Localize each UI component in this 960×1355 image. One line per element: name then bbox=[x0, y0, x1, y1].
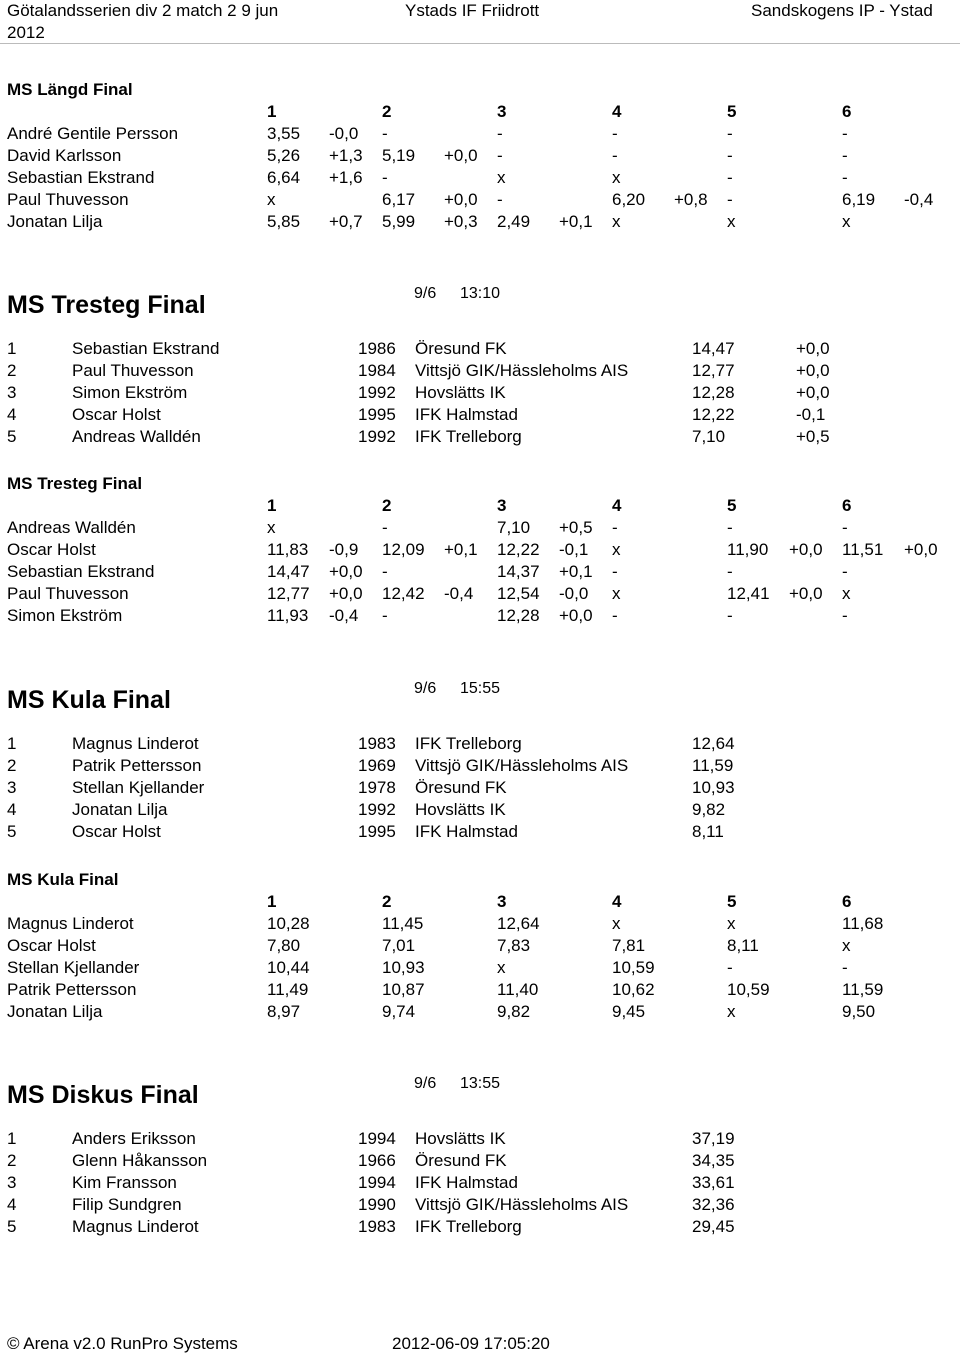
attempt-result: 6,19 bbox=[842, 190, 876, 209]
result-place: 1 bbox=[7, 1129, 17, 1148]
attempt-result: 6,20 bbox=[612, 190, 646, 209]
attempt-result: 10,87 bbox=[382, 980, 425, 999]
event-time: 13:55 bbox=[460, 1075, 501, 1092]
attempt-result: - bbox=[382, 124, 388, 143]
round-header: 1 bbox=[267, 892, 277, 911]
attempt-result: - bbox=[842, 168, 848, 187]
result-mark: 9,82 bbox=[692, 800, 726, 819]
attempt-result: - bbox=[842, 958, 848, 977]
attempt-result: 12,54 bbox=[497, 584, 540, 603]
result-mark: 8,11 bbox=[692, 822, 724, 841]
attempt-result: - bbox=[382, 168, 388, 187]
series-athlete-name: Stellan Kjellander bbox=[7, 958, 140, 977]
result-birth-year: 1992 bbox=[358, 427, 396, 446]
attempt-wind: -0,1 bbox=[559, 540, 589, 559]
result-club: Öresund FK bbox=[415, 778, 507, 797]
result-wind: +0,0 bbox=[796, 361, 830, 380]
event-title: MS Kula Final bbox=[7, 686, 171, 714]
attempt-result: 5,19 bbox=[382, 146, 416, 165]
result-club: Vittsjö GIK/Hässleholms AIS bbox=[415, 361, 629, 380]
result-athlete-name: Andreas Walldén bbox=[72, 427, 201, 446]
round-header: 6 bbox=[842, 496, 852, 515]
attempt-result: - bbox=[612, 124, 618, 143]
result-athlete-name: Sebastian Ekstrand bbox=[72, 339, 220, 358]
attempt-result: 14,37 bbox=[497, 562, 540, 581]
result-club: Vittsjö GIK/Hässleholms AIS bbox=[415, 756, 629, 775]
series-title: MS Tresteg Final bbox=[7, 474, 143, 493]
attempt-result: - bbox=[612, 606, 618, 625]
series-athlete-name: Andreas Walldén bbox=[7, 518, 136, 537]
attempt-result: - bbox=[382, 518, 388, 537]
attempt-result: - bbox=[612, 518, 618, 537]
attempt-wind: +0,7 bbox=[329, 212, 363, 231]
result-club: IFK Halmstad bbox=[415, 405, 518, 424]
result-athlete-name: Oscar Holst bbox=[72, 405, 161, 424]
attempt-result: 12,77 bbox=[267, 584, 310, 603]
result-athlete-name: Magnus Linderot bbox=[72, 1217, 199, 1236]
attempt-result: 7,83 bbox=[497, 936, 531, 955]
attempt-result: 9,50 bbox=[842, 1002, 876, 1021]
attempt-result: 7,80 bbox=[267, 936, 301, 955]
result-mark: 12,22 bbox=[692, 405, 735, 424]
result-place: 3 bbox=[7, 383, 17, 402]
attempt-result: - bbox=[497, 124, 503, 143]
result-birth-year: 1984 bbox=[358, 361, 396, 380]
attempt-result: 12,09 bbox=[382, 540, 425, 559]
footer-timestamp: 2012-06-09 17:05:20 bbox=[392, 1334, 550, 1353]
attempt-result: x bbox=[497, 958, 506, 977]
attempt-result: 11,90 bbox=[727, 540, 769, 559]
result-place: 2 bbox=[7, 756, 17, 775]
series-athlete-name: Jonatan Lilja bbox=[7, 212, 103, 231]
round-header: 6 bbox=[842, 102, 852, 121]
result-club: Öresund FK bbox=[415, 1151, 507, 1170]
round-header: 2 bbox=[382, 496, 392, 515]
result-club: Hovslätts IK bbox=[415, 1129, 506, 1148]
attempt-result: 8,11 bbox=[727, 936, 759, 955]
attempt-result: 11,68 bbox=[842, 914, 884, 933]
attempt-result: - bbox=[842, 518, 848, 537]
attempt-result: 10,59 bbox=[727, 980, 770, 999]
result-club: IFK Trelleborg bbox=[415, 1217, 522, 1236]
series-athlete-name: Jonatan Lilja bbox=[7, 1002, 103, 1021]
attempt-result: 7,01 bbox=[382, 936, 416, 955]
attempt-wind: +1,6 bbox=[329, 168, 363, 187]
result-mark: 10,93 bbox=[692, 778, 735, 797]
attempt-wind: +0,0 bbox=[559, 606, 593, 625]
attempt-result: x bbox=[842, 936, 851, 955]
attempt-wind: +0,0 bbox=[904, 540, 938, 559]
attempt-result: - bbox=[842, 124, 848, 143]
result-birth-year: 1992 bbox=[358, 800, 396, 819]
event-date: 9/6 bbox=[414, 680, 437, 697]
round-header: 2 bbox=[382, 102, 392, 121]
attempt-result: 5,26 bbox=[267, 146, 301, 165]
attempt-result: x bbox=[612, 540, 621, 559]
event-title: MS Diskus Final bbox=[7, 1081, 199, 1109]
attempt-result: 11,49 bbox=[267, 980, 309, 999]
attempt-result: - bbox=[382, 562, 388, 581]
result-club: IFK Halmstad bbox=[415, 822, 518, 841]
round-header: 4 bbox=[612, 102, 622, 121]
result-mark: 37,19 bbox=[692, 1129, 735, 1148]
attempt-result: 11,59 bbox=[842, 980, 884, 999]
attempt-result: 14,47 bbox=[267, 562, 310, 581]
result-mark: 29,45 bbox=[692, 1217, 735, 1236]
round-header: 4 bbox=[612, 892, 622, 911]
attempt-result: x bbox=[612, 584, 621, 603]
attempt-result: 10,28 bbox=[267, 914, 310, 933]
round-header: 3 bbox=[497, 892, 507, 911]
series-athlete-name: Sebastian Ekstrand bbox=[7, 562, 155, 581]
attempt-result: - bbox=[727, 562, 733, 581]
attempt-wind: +0,1 bbox=[559, 212, 593, 231]
attempt-result: 6,64 bbox=[267, 168, 301, 187]
organizer: Ystads IF Friidrott bbox=[405, 1, 540, 20]
attempt-result: 11,93 bbox=[267, 606, 309, 625]
attempt-result: x bbox=[267, 518, 276, 537]
round-header: 1 bbox=[267, 102, 277, 121]
attempt-result: 12,41 bbox=[727, 584, 770, 603]
result-mark: 34,35 bbox=[692, 1151, 735, 1170]
result-birth-year: 1983 bbox=[358, 734, 396, 753]
round-header: 5 bbox=[727, 892, 737, 911]
round-header: 4 bbox=[612, 496, 622, 515]
result-birth-year: 1994 bbox=[358, 1129, 396, 1148]
attempt-wind: +0,0 bbox=[789, 584, 823, 603]
result-club: IFK Halmstad bbox=[415, 1173, 518, 1192]
result-club: IFK Trelleborg bbox=[415, 427, 522, 446]
attempt-result: 7,10 bbox=[497, 518, 531, 537]
result-athlete-name: Magnus Linderot bbox=[72, 734, 199, 753]
attempt-result: 2,49 bbox=[497, 212, 531, 231]
attempt-result: x bbox=[727, 914, 736, 933]
series-title: MS Kula Final bbox=[7, 870, 119, 889]
result-birth-year: 1966 bbox=[358, 1151, 396, 1170]
attempt-result: - bbox=[612, 562, 618, 581]
attempt-result: x bbox=[727, 212, 736, 231]
attempt-result: 9,82 bbox=[497, 1002, 531, 1021]
series-athlete-name: André Gentile Persson bbox=[7, 124, 179, 143]
result-place: 5 bbox=[7, 427, 17, 446]
result-club: Hovslätts IK bbox=[415, 800, 506, 819]
attempt-result: 11,51 bbox=[842, 540, 884, 559]
attempt-wind: +1,3 bbox=[329, 146, 363, 165]
series-athlete-name: Paul Thuvesson bbox=[7, 584, 129, 603]
attempt-wind: +0,8 bbox=[674, 190, 708, 209]
result-club: Vittsjö GIK/Hässleholms AIS bbox=[415, 1195, 629, 1214]
series-athlete-name: Sebastian Ekstrand bbox=[7, 168, 155, 187]
result-place: 5 bbox=[7, 1217, 17, 1236]
attempt-wind: -0,4 bbox=[904, 190, 934, 209]
attempt-result: 11,45 bbox=[382, 914, 424, 933]
attempt-result: 10,93 bbox=[382, 958, 425, 977]
round-header: 3 bbox=[497, 496, 507, 515]
result-mark: 12,28 bbox=[692, 383, 735, 402]
attempt-result: - bbox=[727, 146, 733, 165]
result-wind: +0,0 bbox=[796, 339, 830, 358]
attempt-result: 8,97 bbox=[267, 1002, 301, 1021]
round-header: 1 bbox=[267, 496, 277, 515]
result-place: 4 bbox=[7, 1195, 17, 1214]
series-athlete-name: Oscar Holst bbox=[7, 540, 96, 559]
result-birth-year: 1983 bbox=[358, 1217, 396, 1236]
result-athlete-name: Kim Fransson bbox=[72, 1173, 177, 1192]
attempt-result: 10,44 bbox=[267, 958, 310, 977]
attempt-wind: +0,3 bbox=[444, 212, 478, 231]
attempt-result: 9,45 bbox=[612, 1002, 646, 1021]
attempt-result: - bbox=[842, 562, 848, 581]
result-athlete-name: Oscar Holst bbox=[72, 822, 161, 841]
attempt-result: x bbox=[612, 168, 621, 187]
attempt-wind: +0,0 bbox=[789, 540, 823, 559]
footer-copyright: © Arena v2.0 RunPro Systems bbox=[7, 1334, 238, 1353]
attempt-wind: +0,5 bbox=[559, 518, 593, 537]
event-time: 15:55 bbox=[460, 680, 501, 697]
round-header: 6 bbox=[842, 892, 852, 911]
attempt-result: 11,40 bbox=[497, 980, 539, 999]
attempt-result: 10,62 bbox=[612, 980, 655, 999]
result-wind: +0,0 bbox=[796, 383, 830, 402]
event-date: 9/6 bbox=[414, 1075, 437, 1092]
attempt-result: x bbox=[612, 212, 621, 231]
result-athlete-name: Simon Ekström bbox=[72, 383, 188, 402]
result-athlete-name: Jonatan Lilja bbox=[72, 800, 168, 819]
attempt-result: 7,81 bbox=[612, 936, 646, 955]
round-header: 3 bbox=[497, 102, 507, 121]
result-athlete-name: Filip Sundgren bbox=[72, 1195, 182, 1214]
result-place: 1 bbox=[7, 734, 17, 753]
result-mark: 7,10 bbox=[692, 427, 726, 446]
attempt-wind: -0,0 bbox=[329, 124, 359, 143]
result-club: Öresund FK bbox=[415, 339, 507, 358]
result-place: 1 bbox=[7, 339, 17, 358]
attempt-result: - bbox=[842, 146, 848, 165]
attempt-result: 9,74 bbox=[382, 1002, 416, 1021]
series-athlete-name: Magnus Linderot bbox=[7, 914, 134, 933]
result-birth-year: 1986 bbox=[358, 339, 396, 358]
round-header: 5 bbox=[727, 496, 737, 515]
result-athlete-name: Glenn Håkansson bbox=[72, 1151, 208, 1170]
attempt-wind: -0,0 bbox=[559, 584, 589, 603]
result-club: IFK Trelleborg bbox=[415, 734, 522, 753]
result-mark: 33,61 bbox=[692, 1173, 735, 1192]
attempt-result: - bbox=[842, 606, 848, 625]
event-date: 9/6 bbox=[414, 285, 437, 302]
event-year: 2012 bbox=[7, 23, 45, 42]
attempt-result: 12,42 bbox=[382, 584, 425, 603]
event-title: MS Tresteg Final bbox=[7, 291, 206, 319]
attempt-result: x bbox=[267, 190, 276, 209]
result-place: 5 bbox=[7, 822, 17, 841]
attempt-result: 6,17 bbox=[382, 190, 416, 209]
attempt-wind: +0,0 bbox=[329, 584, 363, 603]
attempt-result: x bbox=[497, 168, 506, 187]
result-place: 3 bbox=[7, 778, 17, 797]
result-place: 2 bbox=[7, 1151, 17, 1170]
attempt-result: x bbox=[612, 914, 621, 933]
attempt-wind: +0,0 bbox=[444, 190, 478, 209]
result-birth-year: 1995 bbox=[358, 822, 396, 841]
round-header: 5 bbox=[727, 102, 737, 121]
attempt-result: - bbox=[727, 606, 733, 625]
result-place: 4 bbox=[7, 800, 17, 819]
result-athlete-name: Anders Eriksson bbox=[72, 1129, 196, 1148]
result-mark: 12,64 bbox=[692, 734, 735, 753]
event-time: 13:10 bbox=[460, 285, 501, 302]
attempt-wind: -0,9 bbox=[329, 540, 359, 559]
result-birth-year: 1969 bbox=[358, 756, 396, 775]
result-place: 4 bbox=[7, 405, 17, 424]
attempt-result: - bbox=[727, 958, 733, 977]
result-birth-year: 1978 bbox=[358, 778, 396, 797]
attempt-wind: -0,4 bbox=[444, 584, 474, 603]
event-title: Götalandsserien div 2 match 2 9 jun bbox=[7, 1, 279, 20]
series-athlete-name: David Karlsson bbox=[7, 146, 122, 165]
attempt-result: x bbox=[842, 584, 851, 603]
attempt-result: - bbox=[612, 146, 618, 165]
attempt-wind: +0,1 bbox=[444, 540, 478, 559]
attempt-wind: +0,1 bbox=[559, 562, 593, 581]
result-mark: 12,77 bbox=[692, 361, 735, 380]
result-place: 2 bbox=[7, 361, 17, 380]
attempt-wind: +0,0 bbox=[329, 562, 363, 581]
result-birth-year: 1995 bbox=[358, 405, 396, 424]
result-athlete-name: Paul Thuvesson bbox=[72, 361, 194, 380]
attempt-wind: +0,0 bbox=[444, 146, 478, 165]
series-athlete-name: Simon Ekström bbox=[7, 606, 123, 625]
result-mark: 32,36 bbox=[692, 1195, 735, 1214]
attempt-result: - bbox=[497, 146, 503, 165]
result-mark: 14,47 bbox=[692, 339, 735, 358]
result-club: Hovslätts IK bbox=[415, 383, 506, 402]
attempt-result: - bbox=[727, 518, 733, 537]
result-mark: 11,59 bbox=[692, 756, 734, 775]
attempt-result: 5,99 bbox=[382, 212, 416, 231]
venue: Sandskogens IP - Ystad bbox=[751, 1, 933, 20]
result-place: 3 bbox=[7, 1173, 17, 1192]
attempt-result: - bbox=[382, 606, 388, 625]
series-athlete-name: Oscar Holst bbox=[7, 936, 96, 955]
result-birth-year: 1990 bbox=[358, 1195, 396, 1214]
result-wind: -0,1 bbox=[796, 405, 826, 424]
attempt-result: 11,83 bbox=[267, 540, 309, 559]
round-header: 2 bbox=[382, 892, 392, 911]
header-divider bbox=[0, 43, 960, 44]
attempt-result: - bbox=[727, 168, 733, 187]
attempt-result: x bbox=[842, 212, 851, 231]
attempt-result: - bbox=[727, 190, 733, 209]
attempt-result: x bbox=[727, 1002, 736, 1021]
series-athlete-name: Paul Thuvesson bbox=[7, 190, 129, 209]
attempt-result: 10,59 bbox=[612, 958, 655, 977]
attempt-result: - bbox=[727, 124, 733, 143]
attempt-result: 5,85 bbox=[267, 212, 301, 231]
series-athlete-name: Patrik Pettersson bbox=[7, 980, 137, 999]
attempt-result: - bbox=[497, 190, 503, 209]
result-birth-year: 1992 bbox=[358, 383, 396, 402]
result-athlete-name: Patrik Pettersson bbox=[72, 756, 202, 775]
result-athlete-name: Stellan Kjellander bbox=[72, 778, 205, 797]
attempt-result: 12,22 bbox=[497, 540, 540, 559]
attempt-wind: -0,4 bbox=[329, 606, 359, 625]
result-birth-year: 1994 bbox=[358, 1173, 396, 1192]
result-wind: +0,5 bbox=[796, 427, 830, 446]
attempt-result: 12,64 bbox=[497, 914, 540, 933]
attempt-result: 3,55 bbox=[267, 124, 301, 143]
attempt-result: 12,28 bbox=[497, 606, 540, 625]
series-title: MS Längd Final bbox=[7, 80, 133, 99]
